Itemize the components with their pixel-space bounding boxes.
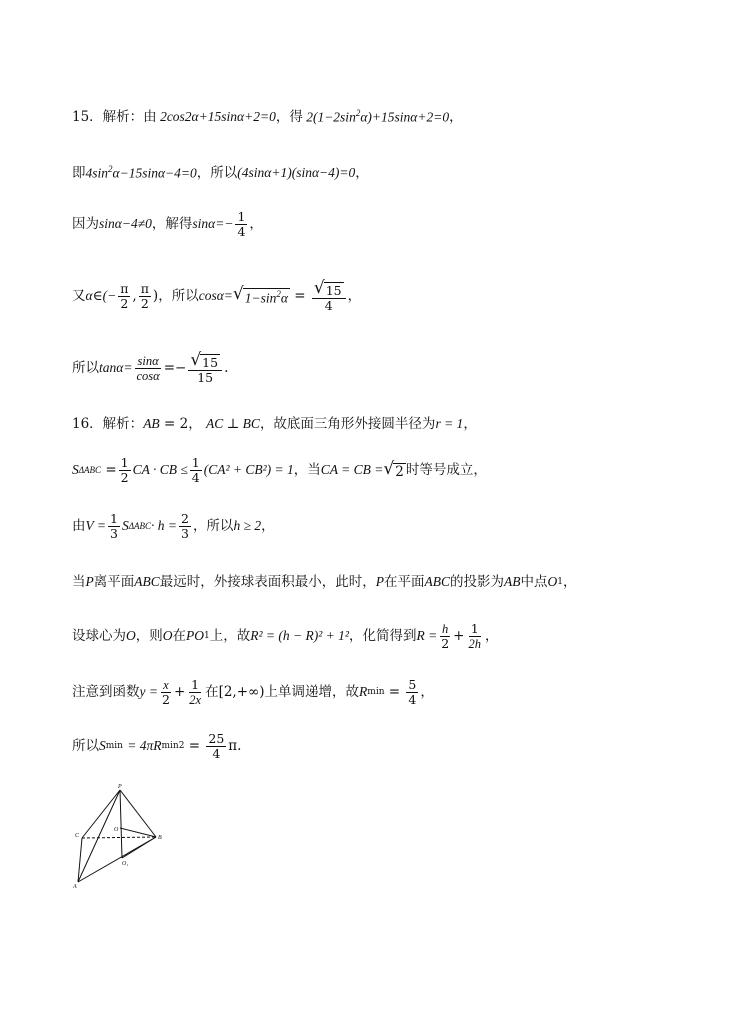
square-root: √ $1-\sin^2\alpha$ bbox=[232, 284, 288, 306]
fraction: $\frac{1}{4}$ bbox=[237, 209, 246, 240]
fraction: $\frac{\pi}{2}$ bbox=[120, 280, 129, 312]
text: 因为 bbox=[72, 216, 99, 233]
equation: $4\sin^2\alpha-15\sin\alpha-4=0$ bbox=[85, 164, 197, 181]
text: 即 bbox=[72, 164, 86, 181]
solution-15-line-3 bbox=[72, 210, 697, 240]
problem-16-header: 16．解析： bbox=[72, 416, 144, 432]
text: 又 bbox=[72, 288, 86, 305]
solution-16-line-3: 由 V = $\frac{1}{3}$ S ΔABC · h = $\frac{2}{3}$ ，所以 h ≥ 2 ， bbox=[72, 511, 275, 542]
equation: cosα= bbox=[198, 288, 233, 304]
fraction: $\frac{1}{2}$ bbox=[120, 455, 129, 486]
pyramid-diagram bbox=[72, 782, 182, 892]
text: ，所以 bbox=[196, 164, 238, 181]
label-c: C bbox=[75, 833, 80, 839]
equation: α∈(− bbox=[85, 288, 117, 304]
fraction: $\frac{1}{3}$ bbox=[110, 511, 118, 542]
fraction: $\frac{1}{2h}$ bbox=[468, 621, 481, 652]
equation: (4sinα+1)(sinα−4)=0 bbox=[237, 164, 356, 180]
segment-o1b bbox=[122, 837, 156, 858]
fraction: $\frac{\sin\alpha}{\cos\alpha}$ bbox=[136, 353, 160, 384]
edge-pb bbox=[120, 790, 156, 837]
label-a: A bbox=[73, 884, 77, 890]
solution-16-line-2: S ΔABC = $\frac{1}{2}$ CA · CB ≤ $\frac{1}{4}$ (CA² + CB²) = 1 ，当 CA = CB = √ 2 时等号成立， bbox=[72, 455, 487, 486]
fraction: $\frac{h}{2}$ bbox=[441, 622, 450, 652]
period: . bbox=[224, 360, 229, 377]
problem-15-header: 15．解析：由 bbox=[72, 108, 157, 125]
equation: $2(1-2\sin^2\alpha)+15\sin\alpha+2=0$ bbox=[306, 108, 450, 125]
separator: ， bbox=[449, 108, 463, 125]
fraction: $\frac{5}{4}$ bbox=[408, 677, 417, 708]
solution-15-line-1 bbox=[72, 108, 697, 126]
fraction: $\frac{2}{3}$ bbox=[180, 511, 189, 542]
label-o: O bbox=[114, 827, 119, 833]
solution-15-line-4: 又 α∈(− $\frac{\pi}{2}$ , $\frac{\pi}{2}$ ) ，所以 cosα= √ $1-\sin^2\alpha$ = √ 15 4 ， bbox=[72, 278, 362, 313]
separator: ， bbox=[347, 288, 362, 305]
separator: ， bbox=[355, 164, 369, 181]
solution-16-line-5: 设球心为 O ，则 O 在 PO 1 上，故 R² = (h − R)² + 1² ，化简得到 R = $\frac{h}{2}$ + $\frac{1}{2h}$ ， bbox=[72, 621, 499, 652]
edge-cb bbox=[82, 837, 156, 838]
pyramid-figure bbox=[72, 782, 182, 896]
separator: ， bbox=[249, 216, 263, 233]
solution-15-line-2 bbox=[72, 164, 697, 182]
fraction: $\frac{1}{2x}$ bbox=[189, 677, 202, 708]
equation: sinα−4≠0 bbox=[99, 216, 152, 232]
fraction: $\frac{\pi}{2}$ bbox=[140, 280, 149, 312]
separator: ，得 bbox=[275, 108, 303, 125]
solution-16-line-1: 16．解析： AB = 2 ， AC ⊥ BC ，故底面三角形外接圆半径为 r = 1 ， bbox=[72, 416, 477, 432]
label-p: P bbox=[118, 784, 122, 790]
solution-16-line-6: 注意到函数 y = $\frac{x}{2}$ + $\frac{1}{2x}$ 在 [2,+∞) 上单调递增，故 R min = $\frac{5}{4}$ ， bbox=[72, 677, 434, 708]
text: 所以 bbox=[72, 360, 99, 377]
equation: tanα= bbox=[99, 360, 133, 376]
equation: sinα=− bbox=[192, 216, 234, 232]
fraction: $\frac{25}{4}$ bbox=[208, 731, 225, 762]
text: ，所以 bbox=[158, 288, 199, 305]
fraction: √ 15 15 bbox=[188, 352, 222, 385]
text: ，解得 bbox=[151, 216, 193, 233]
solution-16-line-4: 当 P 离平面 ABC 最远时，外接球表面积最小，此时， P 在平面 ABC 的投影为 AB 中点 O 1 ， bbox=[72, 574, 577, 590]
equation: 2cos2α+15sinα+2=0 bbox=[160, 108, 276, 124]
solution-15-line-5: 所以 tanα= $\frac{\sin\alpha}{\cos\alpha}$ =− √ 15 15 . bbox=[72, 350, 229, 385]
label-o1: O₁ bbox=[122, 861, 129, 867]
fraction: √ 15 4 bbox=[312, 280, 346, 313]
label-b: B bbox=[158, 835, 162, 841]
fraction: $\frac{1}{4}$ bbox=[191, 455, 200, 486]
segment-po1 bbox=[120, 790, 122, 858]
solution-16-line-7: 所以 S min = 4πR min 2 = $\frac{25}{4}$ π. bbox=[72, 731, 242, 762]
edge-pa bbox=[78, 790, 120, 882]
fraction: $\frac{x}{2}$ bbox=[161, 678, 170, 708]
